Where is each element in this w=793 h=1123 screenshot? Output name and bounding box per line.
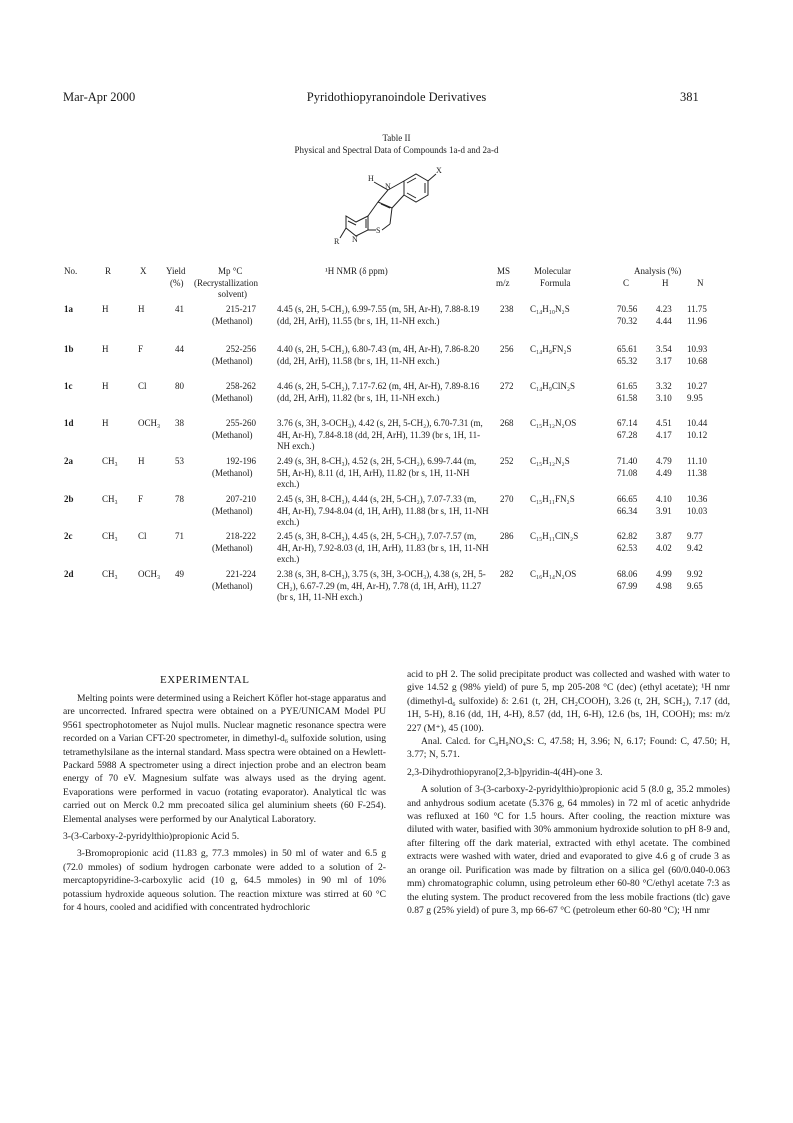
col-header-mp: Mp °C [218,266,243,276]
col-header-formula: Formula [540,278,571,288]
paragraph-compound-3-synthesis: A solution of 3-(3-carboxy-2-pyridylthio)propionic acid 5 (8.0 g, 35.2 mmoles) and anhydrous sodium acetate (5.376 g, 64 mmoles) in 72 ml of acetic anhydride was refluxed at 160 °C for 1.5 hours. After cooling, the reaction mixture was diluted with water, basified with 30% ammonium hydroxide solution to pH 8-9 and, after filtering off the dark material, extracted with ethyl acetate. The combined extracts were washed with water, dried and evaporated to give 4.6 g of crude 3 as an orange oil. Purification was made by filtration on a silica gel (60/0.040-0.063 mm) chromatographic column, using petroleum ether 60-80 °C/ethyl acetate 7:3 as the eluting system. The product recovered from the less mobile fractions (tlc) gave 0.87 g (25% yield) of pure 3, mp 66-67 °C (petroleum ether 60-80 °C); ¹H nmr [407,784,730,916]
col-header-n: N [697,278,704,288]
sulfur-label: S [376,226,381,235]
cell-no: 2d [64,569,74,579]
cell-h-found: 3.91 [656,505,672,516]
cell-formula: C₁₅H₁₂N₂OS [530,418,577,428]
cell-mp: 258-262 [226,381,256,391]
cell-n-found: 10.12 [687,429,708,440]
cell-c-found: 70.32 [617,315,638,326]
col-header-x: X [140,266,147,276]
col-header-r: R [105,266,112,276]
cell-x: H [138,456,145,466]
cell-ms: 268 [500,418,514,428]
cell-x: OCH₃ [138,569,161,579]
cell-ms: 282 [500,569,514,579]
cell-no: 1b [64,344,74,354]
cell-n-calcd: 10.36 [687,494,708,504]
substituent-x-label: X [436,166,442,175]
cell-c-calcd: 70.56 [617,304,638,314]
cell-c-calcd: 62.82 [617,531,638,541]
col-header-ms-unit: m/z [496,278,510,288]
cell-ms: 256 [500,344,514,354]
cell-n-found: 9.65 [687,580,703,591]
cell-x: Cl [138,381,147,391]
col-header-mp-sub2: solvent) [218,289,247,299]
cell-solvent: (Methanol) [212,467,253,478]
cell-h-found: 3.17 [656,355,672,366]
cell-solvent: (Methanol) [212,429,253,440]
cell-yield: 38 [175,418,184,428]
cell-n-calcd: 11.10 [687,456,707,466]
cell-formula: C₁₅H₁₂N₂S [530,456,570,466]
cell-h-calcd: 4.10 [656,494,672,504]
cell-nmr: 2.45 (s, 3H, 8-CH₃), 4.44 (s, 2H, 5-CH₂), 7.07-7.33 (m, 4H, Ar-H), 7.94-8.04 (d, 1H, ArH), 11.88 (br s, 1H, 11-NH exch.) [277,494,489,528]
table-title [0,132,793,156]
col-header-no: No. [64,266,78,276]
cell-formula: C₁₄H₁₀N₂S [530,304,570,314]
page-number: 381 [680,90,699,104]
cell-h-calcd: 3.54 [656,344,672,354]
cell-formula: C₁₅H₁₁ClN₂S [530,531,579,541]
cell-c-found: 65.32 [617,355,638,366]
cell-no: 2b [64,494,74,504]
substituent-r-label: R [334,237,340,246]
cell-ms: 286 [500,531,514,541]
cell-no: 2c [64,531,73,541]
cell-c-calcd: 67.14 [617,418,638,428]
cell-r: CH₃ [102,456,118,466]
cell-ms: 270 [500,494,514,504]
cell-solvent: (Methanol) [212,315,253,326]
cell-x: Cl [138,531,147,541]
cell-h-found: 4.02 [656,542,672,553]
cell-no: 1c [64,381,73,391]
cell-n-found: 11.96 [687,315,707,326]
cell-formula: C₁₆H₁₄N₂OS [530,569,577,579]
subheading-compound-3: 2,3-Dihydrothiopyrano[2,3-b]pyridin-4(4H)-one 3. [407,766,603,778]
paragraph-compound-5-synthesis: 3-Bromopropionic acid (11.83 g, 77.3 mmoles) in 50 ml of water and 6.5 g (72.0 mmoles) of sodium hydrogen carbonate were added to a solution of 2-mercaptopyridine-3-carboxylic acid (10 g, 64.5 mmoles) in 90 ml of 10% potassium hydroxide aqueous solution. The reaction mixture was stirred at 60 °C for 4 hours, cooled and acidified with concentrated hydrochloric [63,848,386,914]
cell-solvent: (Methanol) [212,542,253,553]
cell-c-calcd: 61.65 [617,381,638,391]
cell-yield: 80 [175,381,184,391]
cell-mp: 255-260 [226,418,256,428]
cell-no: 1d [64,418,74,428]
cell-h-calcd: 4.51 [656,418,672,428]
col-header-molecular: Molecular [534,266,571,276]
cell-r: CH₃ [102,494,118,504]
cell-yield: 78 [175,494,184,504]
table-number: Table II [382,133,411,143]
cell-yield: 53 [175,456,184,466]
cell-r: H [102,304,109,314]
subheading-compound-5: 3-(3-Carboxy-2-pyridylthio)propionic Acid 5. [63,831,240,843]
cell-h-calcd: 3.32 [656,381,672,391]
cell-x: F [138,344,144,354]
paragraph-methods: Melting points were determined using a Reichert Köfler hot-stage apparatus and are uncorrected. Infrared spectra were obtained on a PYE/UNICAM Model PU 9561 spectrophotometer as Nujol mulls. Nuclear magnetic resonance spectra were recorded on a Varian CFT-20 spectrometer, in dimethyl-d₆ sulfoxide solution, using tetramethylsilane as the internal standard. Mass spectra were obtained on a Hewlett-Packard 5988 A spectrometer using a direct injection probe and an electron beam energy of 70 eV. Magnesium sulfate was always used as the drying agent. Evaporations were performed in vacuo (rotating evaporator). Analytical tlc was carried out on Merck 0.2 mm precoated silica gel aluminium sheets (60 F-254). Elemental analyses were performed by our Analytical Laboratory. [63,693,386,825]
cell-r: H [102,418,109,428]
cell-solvent: (Methanol) [212,392,253,403]
col-header-h: H [662,278,669,288]
cell-nmr: 4.45 (s, 2H, 5-CH₂), 6.99-7.55 (m, 5H, Ar-H), 7.88-8.19 (dd, 2H, ArH), 11.55 (br s, 1H, 11-NH exch.) [277,304,480,326]
cell-c-found: 62.53 [617,542,638,553]
indole-nitrogen-label: N [385,182,391,191]
cell-n-calcd: 9.77 [687,531,703,541]
running-header-date: Mar-Apr 2000 [63,90,136,104]
cell-c-found: 71.08 [617,467,638,478]
cell-mp: 207-210 [226,494,256,504]
cell-yield: 71 [175,531,184,541]
col-header-analysis: Analysis (%) [634,266,682,276]
cell-h-calcd: 4.79 [656,456,672,466]
cell-c-calcd: 65.61 [617,344,638,354]
col-header-nmr: ¹H NMR (δ ppm) [325,266,388,276]
cell-c-calcd: 68.06 [617,569,638,579]
cell-mp: 215-217 [226,304,256,314]
cell-ms: 252 [500,456,514,466]
paragraph-compound-5-workup: acid to pH 2. The solid precipitate product was collected and washed with water to give 14.52 g (98% yield) of pure 5, mp 205-208 °C (dec) (ethyl acetate); ¹H nmr (dimethyl-d₆ sulfoxide) δ: 2.61 (t, 2H, CH₂COOH), 3.26 (t, 2H, SCH₂), 7.17 (dd, 1H, 5-H), 8.16 (dd, 1H, 4-H), 8.57 (dd, 1H, 6-H), 12.6 (bs, 1H, COOH); ms: m/z 227 (M⁺), 45 (100). [407,669,730,734]
chemical-structure-figure [330,162,460,259]
cell-formula: C₁₄H₉FN₂S [530,344,572,354]
cell-ms: 238 [500,304,514,314]
cell-n-found: 10.68 [687,355,708,366]
cell-yield: 41 [175,304,184,314]
cell-n-calcd: 10.93 [687,344,708,354]
cell-nmr: 3.76 (s, 3H, 3-OCH₃), 4.42 (s, 2H, 5-CH₂), 6.70-7.31 (m, 4H, Ar-H), 7.84-8.18 (dd, 2H, ArH), 11.39 (br s, 1H, 11-NH exch.) [277,418,483,452]
cell-mp: 192-196 [226,456,256,466]
cell-c-calcd: 71.40 [617,456,638,466]
cell-mp: 252-256 [226,344,256,354]
running-header-title: Pyridothiopyranoindole Derivatives [306,90,487,104]
cell-h-found: 3.10 [656,392,672,403]
col-header-c: C [623,278,630,288]
col-header-mp-sub1: (Recrystallization [194,278,258,288]
cell-yield: 49 [175,569,184,579]
right-column [407,668,730,917]
cell-c-found: 61.58 [617,392,638,403]
cell-nmr: 4.46 (s, 2H, 5-CH₂), 7.17-7.62 (m, 4H, Ar-H), 7.89-8.16 (dd, 2H, ArH), 11.82 (br s, 1H, 11-NH exch.) [277,381,480,403]
cell-no: 1a [64,304,73,314]
cell-h-found: 4.49 [656,467,672,478]
cell-formula: C₁₅H₁₁FN₂S [530,494,575,504]
cell-n-found: 11.38 [687,467,707,478]
cell-n-calcd: 11.75 [687,304,707,314]
cell-mp: 218-222 [226,531,256,541]
pyridothiopyranoindole-structure [330,162,460,254]
cell-h-found: 4.44 [656,315,672,326]
table-caption: Physical and Spectral Data of Compounds 1a-d and 2a-d [294,145,499,155]
cell-solvent: (Methanol) [212,505,253,516]
cell-nmr: 2.49 (s, 3H, 8-CH₃), 4.52 (s, 2H, 5-CH₂), 6.99-7.44 (m, 5H, Ar-H), 8.11 (d, 1H, ArH), 11.82 (br s, 1H, 11-NH exch.) [277,456,477,490]
cell-nmr: 4.40 (s, 2H, 5-CH₂), 6.80-7.43 (m, 4H, Ar-H), 7.86-8.20 (dd, 2H, ArH), 11.58 (br s, 1H, 11-NH exch.) [277,344,480,366]
cell-n-calcd: 10.27 [687,381,708,391]
cell-no: 2a [64,456,73,466]
cell-n-calcd: 10.44 [687,418,708,428]
cell-mp: 221-224 [226,569,256,579]
cell-n-calcd: 9.92 [687,569,703,579]
cell-r: CH₃ [102,531,118,541]
cell-h-calcd: 4.23 [656,304,672,314]
cell-h-found: 4.98 [656,580,672,591]
cell-n-found: 9.42 [687,542,703,553]
cell-solvent: (Methanol) [212,580,253,591]
cell-x: F [138,494,144,504]
cell-x: H [138,304,145,314]
cell-h-calcd: 3.87 [656,531,672,541]
cell-x: OCH₃ [138,418,161,428]
hydrogen-label: H [368,174,374,183]
cell-n-found: 9.95 [687,392,703,403]
left-column [63,692,386,915]
cell-r: H [102,344,109,354]
paragraph-elemental-analysis: Anal. Calcd. for C₉H₉NO₄S: C, 47.58; H, 3.96; N, 6.17; Found: C, 47.50; H, 3.77; N, 5.71. [407,736,730,761]
cell-r: H [102,381,109,391]
col-header-yield: Yield [166,266,186,276]
cell-r: CH₃ [102,569,118,579]
col-header-yield-unit: (%) [170,278,184,288]
cell-c-found: 67.99 [617,580,638,591]
pyridine-nitrogen-label: N [352,235,358,244]
cell-nmr: 2.38 (s, 3H, 8-CH₃), 3.75 (s, 3H, 3-OCH₃), 4.38 (s, 2H, 5-CH₂), 6.67-7.29 (m, 4H, Ar-H), 7.78 (d, 1H, ArH), 11.27 (br s, 1H, 11-NH exch.) [277,569,486,603]
cell-solvent: (Methanol) [212,355,253,366]
cell-ms: 272 [500,381,514,391]
cell-n-found: 10.03 [687,505,708,516]
cell-h-calcd: 4.99 [656,569,672,579]
section-heading-experimental: EXPERIMENTAL [160,674,250,686]
cell-formula: C₁₄H₉ClN₂S [530,381,576,391]
col-header-ms: MS [497,266,511,276]
cell-c-found: 67.28 [617,429,638,440]
cell-nmr: 2.45 (s, 3H, 8-CH₃), 4.45 (s, 2H, 5-CH₂), 7.07-7.57 (m, 4H, Ar-H), 7.92-8.03 (d, 1H, ArH), 11.83 (br s, 1H, 11-NH exch.) [277,531,489,565]
cell-c-calcd: 66.65 [617,494,638,504]
cell-c-found: 66.34 [617,505,638,516]
cell-h-found: 4.17 [656,429,672,440]
cell-yield: 44 [175,344,184,354]
